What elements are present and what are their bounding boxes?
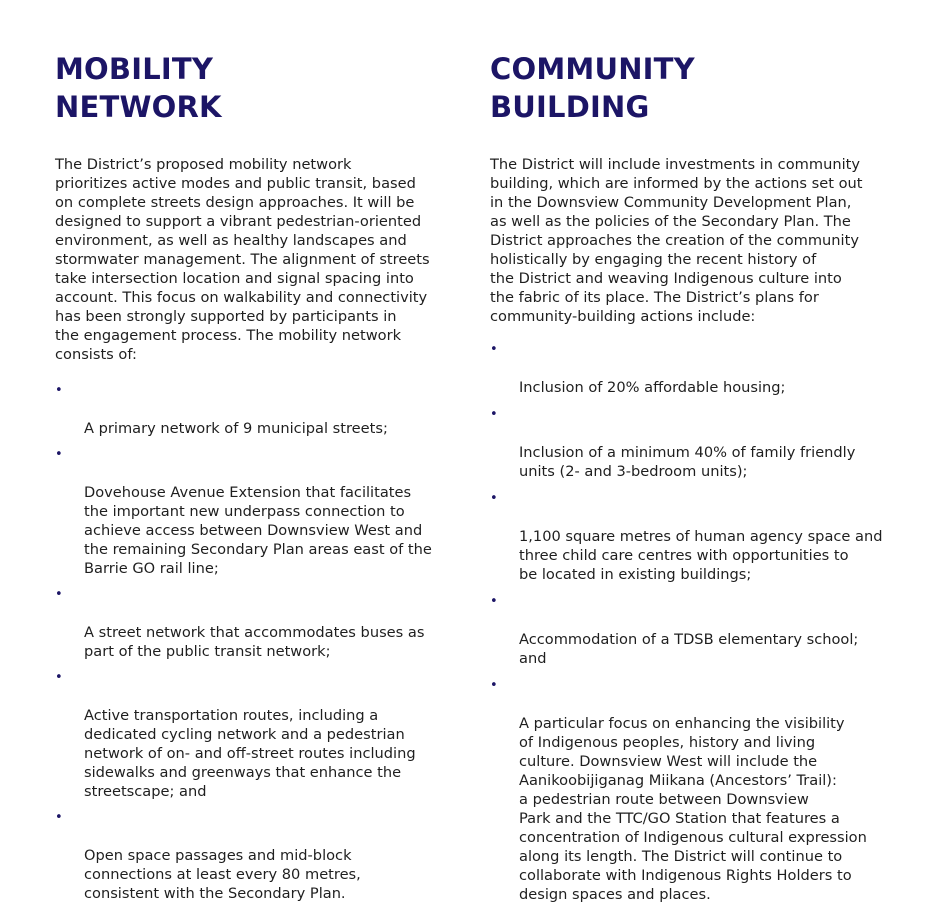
list-item [490,592,900,668]
list-item-text: Dovehouse Avenue Extension that facilitates the important new underpass connection to achieve access between Downsview West and the remaining Secondary Plan areas east of the Barrie GO rail line; [84,484,432,577]
list-item [55,445,467,578]
list-item [490,405,900,481]
community-building-heading [490,50,900,126]
list-item-text: Open space passages and mid-block connections at least every 80 metres, consistent with the Secondary Plan. [84,847,361,902]
list-item-text: Active transportation routes, including a dedicated cycling network and a pedestrian network of on- and off-street routes including sidewalks and greenways that enhance the streetscape; and [84,707,416,800]
bullet-icon: • [490,491,498,506]
bullet-icon: • [490,678,498,693]
list-item-text: Accommodation of a TDSB elementary school; and [519,631,859,667]
list-item-text: Inclusion of 20% affordable housing; [519,379,786,396]
list-item-text: A particular focus on enhancing the visibility of Indigenous peoples, history and living culture. Downsview West will include the Aanikoobijiganag Miikana (Ancestors’ Trail): a pedestrian route between Downsview Park and the TTC/GO Station that features a concentration of Indigenous cultural expression along its length. The District will continue to collaborate with Indigenous Rights Holders to design spaces and places. [519,715,867,903]
list-item-text: Inclusion of a minimum 40% of family friendly units (2- and 3-bedroom units); [519,444,856,480]
list-item [55,668,467,801]
bullet-icon: • [490,342,498,357]
mobility-intro-paragraph: The District’s proposed mobility network prioritizes active modes and public transit, based on complete streets design approaches. It will be designed to support a vibrant pedestrian-oriented environment, as well as healthy landscapes and stormwater management. The alignment of streets take intersection location and signal spacing into account. This focus on walkability and connectivity has been strongly supported by participants in the engagement process. The mobility network consists of: [55,156,430,363]
bullet-icon: • [55,447,63,462]
bullet-icon: • [55,587,63,602]
mobility-network-section [55,50,467,910]
mobility-heading-line-1: MOBILITY [55,52,214,86]
bullet-icon: • [490,407,498,422]
list-item [490,676,900,904]
list-item [490,340,900,397]
bullet-icon: • [55,810,63,825]
bullet-icon: • [55,670,63,685]
mobility-network-heading [55,50,467,126]
list-item [55,381,467,438]
list-item [55,585,467,661]
community-heading-line-1: COMMUNITY [490,52,695,86]
list-item [490,489,900,584]
list-item [55,808,467,903]
bullet-icon: • [55,383,63,398]
list-item-text: A primary network of 9 municipal streets; [84,420,388,437]
community-bullet-list [490,340,900,904]
bullet-icon: • [490,594,498,609]
community-building-section [490,50,900,912]
mobility-bullet-list [55,381,467,903]
mobility-heading-line-2: NETWORK [55,90,222,124]
community-heading-line-2: BUILDING [490,90,650,124]
community-intro-paragraph: The District will include investments in community building, which are informed by the actions set out in the Downsview Community Development Plan, as well as the policies of the Secondary Plan. The District approaches the creation of the community holistically by engaging the recent history of the District and weaving Indigenous culture into the fabric of its place. The District’s plans for community-building actions include: [490,156,863,325]
list-item-text: A street network that accommodates buses as part of the public transit network; [84,624,425,660]
list-item-text: 1,100 square metres of human agency space and three child care centres with opportunities to be located in existing buildings; [519,528,883,583]
